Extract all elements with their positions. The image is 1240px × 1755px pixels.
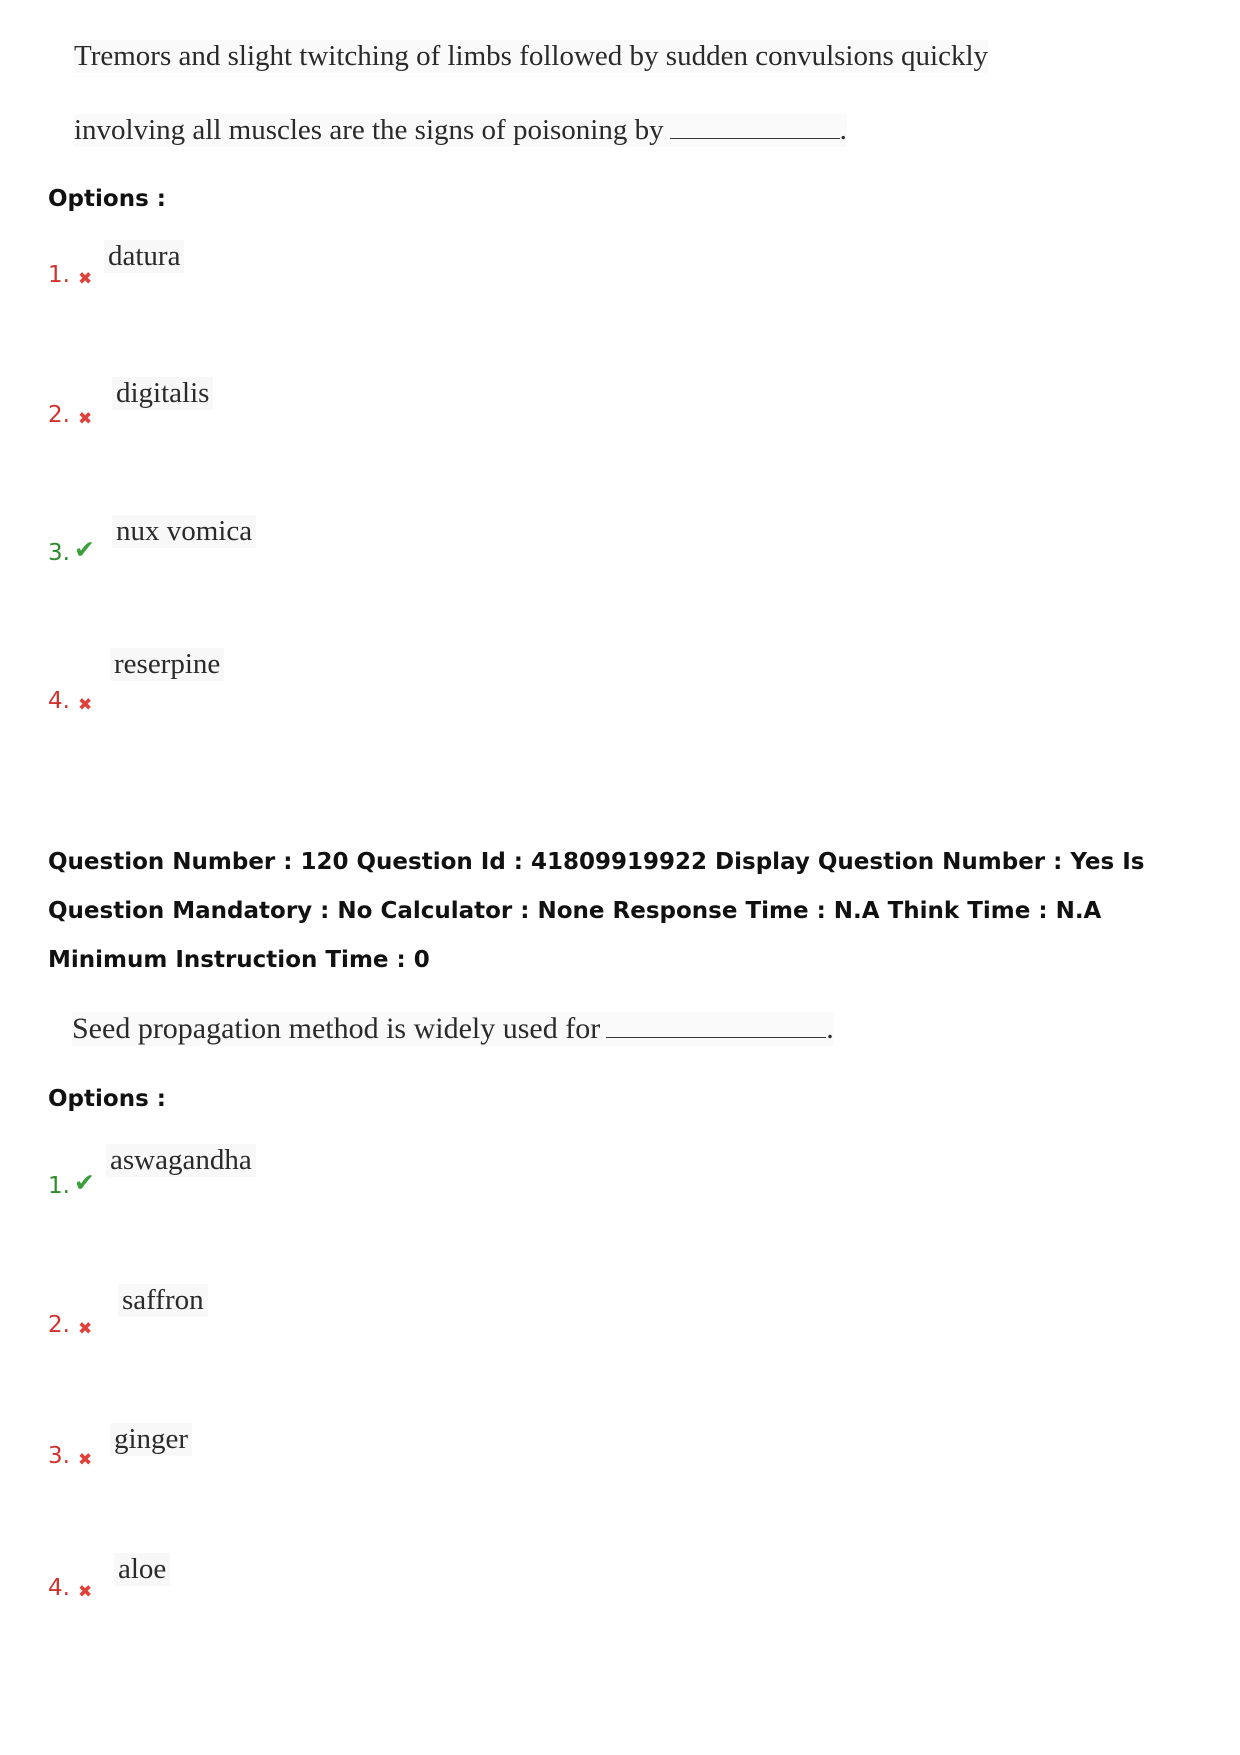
option-text: datura	[104, 240, 184, 273]
option-number: 1.	[48, 262, 70, 288]
question-2-text-line	[72, 1012, 834, 1046]
option-text: ginger	[110, 1423, 192, 1456]
option-number: 2.	[48, 402, 70, 428]
cross-icon: ✖	[78, 269, 93, 289]
question-2-text: Seed propagation method is widely used for	[72, 1012, 601, 1045]
check-icon: ✔	[74, 1168, 95, 1197]
question-1-text-line-2	[74, 114, 847, 147]
check-icon: ✔	[74, 535, 95, 564]
question-1-text: Tremors and slight twitching of limbs followed by sudden convulsions quickly	[74, 40, 988, 72]
option-text: aloe	[114, 1553, 170, 1586]
option-text: digitalis	[112, 377, 213, 410]
options-label: Options :	[48, 1086, 166, 1112]
answer-blank	[606, 1015, 826, 1038]
answer-blank	[670, 116, 840, 139]
blank-suffix: .	[839, 114, 847, 146]
options-label: Options :	[48, 186, 166, 212]
cross-icon: ✖	[78, 695, 93, 715]
option-text: reserpine	[110, 648, 224, 681]
question-1-text-line-1	[74, 40, 988, 73]
option-number: 1.	[48, 1173, 70, 1199]
option-text: nux vomica	[112, 515, 256, 548]
option-number: 2.	[48, 1312, 70, 1338]
option-text: aswagandha	[106, 1144, 256, 1177]
cross-icon: ✖	[78, 1582, 93, 1602]
cross-icon: ✖	[78, 1450, 93, 1470]
blank-suffix: .	[826, 1012, 834, 1045]
option-number: 4.	[48, 1575, 70, 1601]
cross-icon: ✖	[78, 409, 93, 429]
option-number: 4.	[48, 688, 70, 714]
cross-icon: ✖	[78, 1319, 93, 1339]
question-2-meta: Question Number : 120 Question Id : 41809919922 Display Question Number : Yes Is Question Mandatory : No Calculator : None Response Time : N.A Think Time : N.A Minimum Instruction Time : 0	[48, 849, 1145, 973]
option-number: 3.	[48, 1443, 70, 1469]
option-number: 3.	[48, 540, 70, 566]
question-1-text-continued: involving all muscles are the signs of poisoning by	[74, 114, 664, 146]
option-text: saffron	[118, 1284, 208, 1317]
